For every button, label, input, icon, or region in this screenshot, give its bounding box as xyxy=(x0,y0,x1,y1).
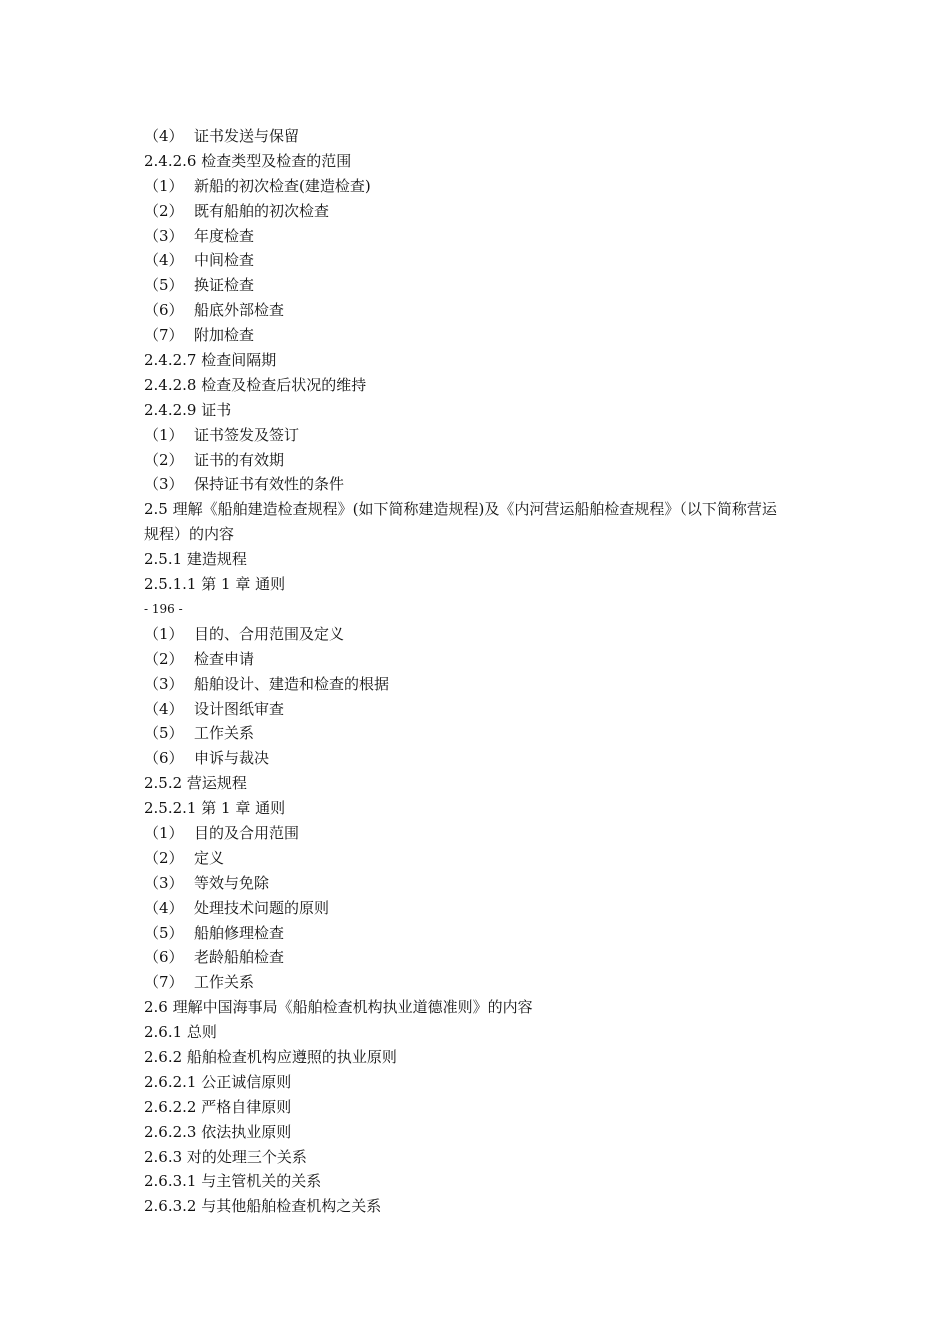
list-item-number: （6） xyxy=(144,948,184,967)
line-text: 2.5.1 建造规程 xyxy=(144,550,247,569)
list-item-number: （2） xyxy=(144,201,184,220)
line-text: 2.5.1.1 第 1 章 通则 xyxy=(144,575,286,594)
line-text: 2.6.3 对的处理三个关系 xyxy=(144,1147,307,1166)
list-item-number: （1） xyxy=(144,425,184,444)
list-item-number: （4） xyxy=(144,699,184,718)
list-item xyxy=(144,298,784,323)
section-heading xyxy=(144,373,784,398)
list-item-number: （2） xyxy=(144,649,184,668)
section-heading xyxy=(144,1095,784,1120)
section-heading xyxy=(144,1194,784,1219)
list-item-number: （7） xyxy=(144,973,184,992)
line-text: 新船的初次检查(建造检查) xyxy=(194,176,371,195)
section-heading xyxy=(144,995,784,1020)
list-item xyxy=(144,622,784,647)
line-text: 年度检查 xyxy=(194,226,255,245)
line-text: 证书发送与保留 xyxy=(194,127,300,145)
list-item xyxy=(144,846,784,871)
list-item xyxy=(144,721,784,746)
section-heading xyxy=(144,1070,784,1095)
line-text: 2.4.2.8 检查及检查后状况的维持 xyxy=(144,375,367,394)
list-item-number: （1） xyxy=(144,823,184,842)
section-heading xyxy=(144,1120,784,1145)
section-heading xyxy=(144,149,784,174)
line-text: 目的及合用范围 xyxy=(194,823,300,842)
line-text: 工作关系 xyxy=(194,973,255,992)
list-item-number: （2） xyxy=(144,450,184,469)
list-item-number: （1） xyxy=(144,176,184,195)
line-text: 2.6.2.1 公正诚信原则 xyxy=(144,1072,292,1091)
line-text: 工作关系 xyxy=(194,724,255,743)
line-text: 2.4.2.6 检查类型及检查的范围 xyxy=(144,151,352,170)
line-text: 申诉与裁决 xyxy=(194,749,270,768)
list-item-number: （5） xyxy=(144,923,184,942)
page-number xyxy=(144,597,784,622)
list-item-number: （5） xyxy=(144,276,184,295)
line-text: 证书的有效期 xyxy=(194,450,285,469)
section-heading xyxy=(144,398,784,423)
document-body xyxy=(144,124,784,1219)
list-item xyxy=(144,970,784,995)
list-item-number: （4） xyxy=(144,898,184,917)
section-heading xyxy=(144,1145,784,1170)
list-item xyxy=(144,124,784,149)
line-text: 船底外部检查 xyxy=(194,301,285,320)
list-item xyxy=(144,174,784,199)
line-text: 2.6.3.1 与主管机关的关系 xyxy=(144,1172,322,1191)
list-item xyxy=(144,323,784,348)
list-item xyxy=(144,199,784,224)
list-item xyxy=(144,672,784,697)
line-text: 定义 xyxy=(194,848,225,867)
line-text: 2.6 理解中国海事局《船舶检查机构执业道德准则》的内容 xyxy=(144,998,533,1017)
line-text: 2.6.2.2 严格自律原则 xyxy=(144,1097,292,1116)
list-item xyxy=(144,448,784,473)
line-text: 船舶设计、建造和检查的根据 xyxy=(194,674,390,693)
section-heading xyxy=(144,771,784,796)
line-text: 检查申请 xyxy=(194,649,255,668)
list-item-number: （6） xyxy=(144,749,184,768)
list-item xyxy=(144,697,784,722)
list-item xyxy=(144,423,784,448)
section-heading xyxy=(144,348,784,373)
list-item-number: （3） xyxy=(144,226,184,245)
line-text: 证书签发及签订 xyxy=(194,425,300,444)
line-text: 附加检查 xyxy=(194,326,255,345)
section-heading xyxy=(144,497,784,547)
line-text: 船舶修理检查 xyxy=(194,923,285,942)
list-item xyxy=(144,248,784,273)
list-item xyxy=(144,871,784,896)
list-item xyxy=(144,472,784,497)
page-number-text: - 196 - xyxy=(144,601,183,616)
list-item-number: （6） xyxy=(144,301,184,320)
line-text: 既有船舶的初次检查 xyxy=(194,201,330,220)
line-text: 2.6.3.2 与其他船舶检查机构之关系 xyxy=(144,1197,382,1216)
section-heading xyxy=(144,1020,784,1045)
line-text: 老龄船舶检查 xyxy=(194,948,285,967)
line-text: 目的、合用范围及定义 xyxy=(194,624,345,643)
list-item xyxy=(144,647,784,672)
list-item-number: （7） xyxy=(144,326,184,345)
list-item-number: （4） xyxy=(144,127,184,145)
list-item-number: （4） xyxy=(144,251,184,270)
list-item xyxy=(144,224,784,249)
list-item-number: （5） xyxy=(144,724,184,743)
list-item-number: （3） xyxy=(144,674,184,693)
line-text: 2.4.2.7 检查间隔期 xyxy=(144,351,277,370)
list-item-number: （2） xyxy=(144,848,184,867)
list-item xyxy=(144,273,784,298)
list-item xyxy=(144,896,784,921)
line-text: 中间检查 xyxy=(194,251,255,270)
line-text: 2.4.2.9 证书 xyxy=(144,400,232,419)
list-item xyxy=(144,921,784,946)
section-heading xyxy=(144,572,784,597)
list-item xyxy=(144,746,784,771)
line-text: 处理技术问题的原则 xyxy=(194,898,330,917)
line-text: 换证检查 xyxy=(194,276,255,295)
line-text: 2.6.2 船舶检查机构应遵照的执业原则 xyxy=(144,1047,397,1066)
list-item xyxy=(144,945,784,970)
line-text: 2.6.2.3 依法执业原则 xyxy=(144,1122,292,1141)
section-heading xyxy=(144,796,784,821)
section-heading xyxy=(144,1045,784,1070)
line-text: 等效与免除 xyxy=(194,873,270,892)
line-text: 2.5.2 营运规程 xyxy=(144,774,247,793)
line-text: 设计图纸审查 xyxy=(194,699,285,718)
section-heading xyxy=(144,547,784,572)
line-text: 2.5 理解《船舶建造检查规程》(如下简称建造规程)及《内河营运船舶检查规程》（以下简称营运规程）的内容 xyxy=(144,500,777,544)
list-item-number: （1） xyxy=(144,624,184,643)
line-text: 2.5.2.1 第 1 章 通则 xyxy=(144,799,286,818)
line-text: 保持证书有效性的条件 xyxy=(194,475,345,494)
list-item-number: （3） xyxy=(144,475,184,494)
line-text: 2.6.1 总则 xyxy=(144,1023,217,1042)
list-item xyxy=(144,821,784,846)
section-heading xyxy=(144,1169,784,1194)
list-item-number: （3） xyxy=(144,873,184,892)
